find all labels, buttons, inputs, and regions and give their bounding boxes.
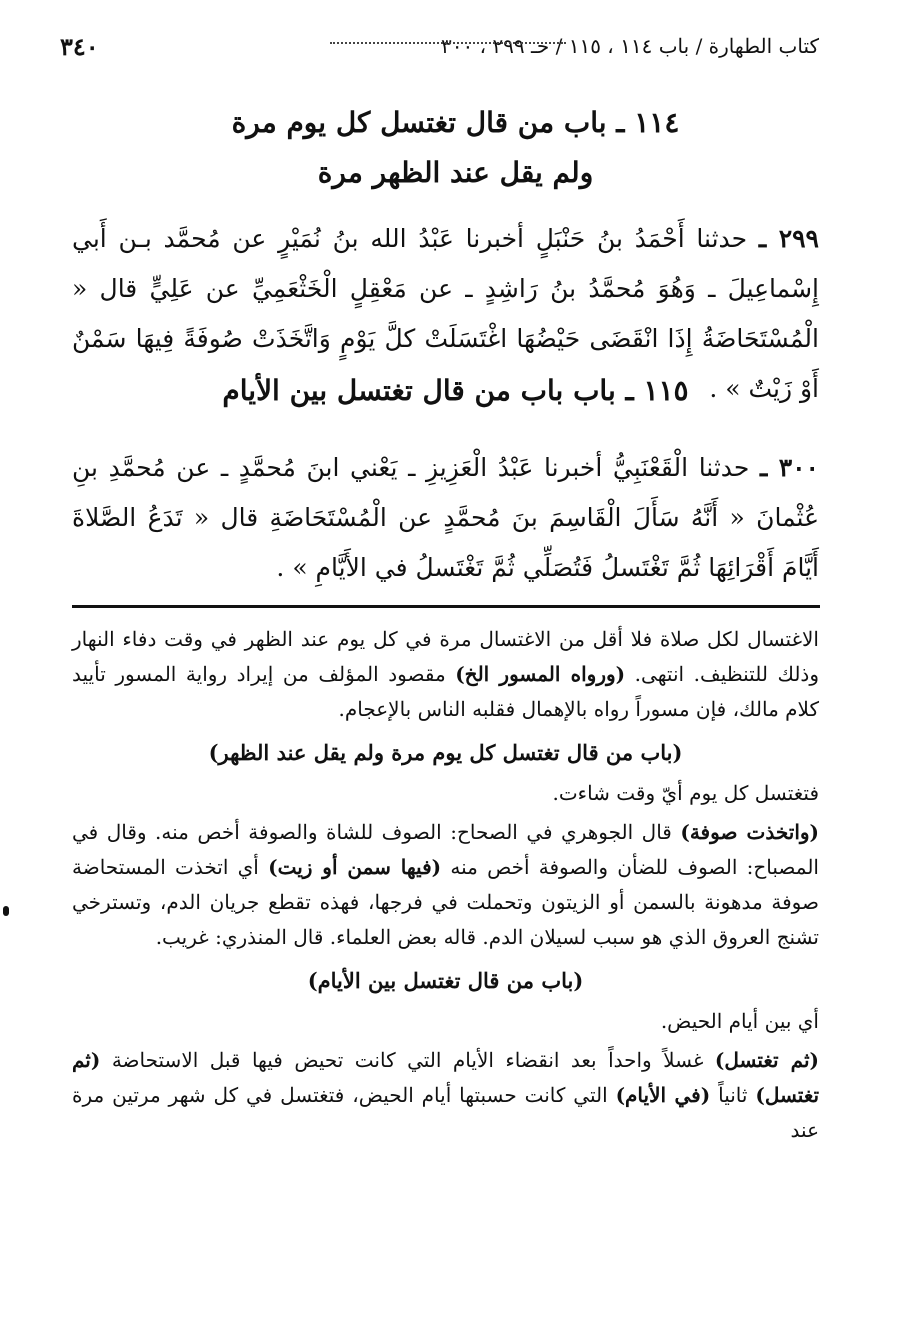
note-5-bold: (ثم تغتسل) xyxy=(714,1048,820,1072)
hadith-299-number: ٢٩٩ ـ xyxy=(758,224,819,253)
chapter-114-title-line2: ولم يقل عند الظهر مرة xyxy=(317,156,594,189)
chapter-115-title xyxy=(60,366,851,416)
note-paragraph-4: أي بين أيام الحيض. xyxy=(660,1009,819,1033)
note-1-bold: (ورواه المسور الخ) xyxy=(455,662,626,686)
chapter-115-bab: باب xyxy=(573,374,616,407)
chapter-114-number: ١١٤ ـ xyxy=(616,106,680,139)
note-5-bold-3: (في الأيام) xyxy=(615,1083,711,1107)
scan-edge-mark xyxy=(3,906,9,916)
chapter-115-title-text: باب من قال تغتسل بين الأيام xyxy=(222,374,564,407)
chapter-114-title xyxy=(60,98,851,198)
note-1-text: الاغتسال لكل صلاة فلا أقل من الاغتسال مرة في كل يوم عند الظهر في وقت دفاء النهار وذلك للتنظيف. انتهى. xyxy=(72,627,820,686)
note-5-bold-2: (ثم تغتسل) xyxy=(72,1048,820,1107)
chapter-114-line1 xyxy=(60,98,851,148)
hadith-299-text: حدثنا أَحْمَدُ بنُ حَنْبَلٍ أخبرنا عَبْدُ الله بنُ نُمَيْرٍ عن مُحمَّد بـن أَبي إِسْماعِيلَ ـ وَهُوَ مُحمَّدُ بنُ رَاشِدٍ ـ عن مَعْقِلٍ الْخَثْعَمِيِّ عن عَلِيٍّ قال « الْمُسْتَحَاضَةُ إِذَا انْقَضَى حَيْضُهَا اغْتَسَلَتْ كلَّ يَوْمٍ وَاتَّخَذَتْ صُوفَةً فِيهَا سَمْنٌ أَوْ زَيْتٌ » . xyxy=(72,224,819,403)
hadith-300-text: حدثنا الْقَعْنَبِيُّ أخبرنا عَبْدُ الْعَزِيزِ ـ يَعْني ابنَ مُحمَّدٍ ـ عن مُحمَّدِ بنِ عُثْمانَ « أَنَّهُ سَأَلَ الْقَاسِمَ بنَ مُحمَّدٍ عن الْمُسْتَحَاضَةِ قال « تَدَعُ الصَّلاةَ أَيَّامَ أَقْرَائِهَا ثُمَّ تَغْتَسلُ فَتُصَلِّي ثُمَّ تَغْتَسلُ في الأَيَّامِ » . xyxy=(72,453,819,582)
running-head-title: كتاب الطهارة / باب ١١٤ ، ١١٥ / حـ ٢٩٩ ، ٣٠٠ xyxy=(441,34,819,58)
page-number: ٣٤٠ xyxy=(60,31,99,61)
chapter-115-number: ١١٥ ـ xyxy=(625,374,689,407)
note-paragraph-3 xyxy=(72,815,819,955)
note-3-bold-2: (فيها سمن أو زيت) xyxy=(268,855,442,879)
chapter-114-bab: باب xyxy=(563,106,607,139)
note-5-rest: التي كانت حسبتها أيام الحيض، فتغتسل في كل شهر مرتين مرة عند xyxy=(72,1083,819,1142)
note-5-text: غسلاً واحداً بعد انقضاء الأيام التي كانت تحيض فيها قبل الاستحاضة xyxy=(111,1048,704,1072)
commentary xyxy=(72,622,819,1152)
note-3-rest: أي اتخذت المستحاضة صوفة مدهونة بالسمن أو الزيتون وتحملت في فرجها، فهذه تقطع جريان الدم، وتسترخي تشنج العروق الذي هو سبب لسيلان الدم. قاله بعض العلماء. قال المنذري: غريب. xyxy=(72,855,819,949)
note-5-mid: ثانياً xyxy=(718,1083,748,1107)
chapter-114-title-line1: من قال تغتسل كل يوم مرة xyxy=(231,106,555,139)
running-head-dots xyxy=(330,42,566,44)
note-3-text: قال الجوهري في الصحاح: الصوف للشاة والصوفة أخص منه. وقال في المصباح: الصوف للضأن والصوفة أخص منه xyxy=(72,820,819,879)
note-heading-2: (باب من قال تغتسل بين الأيام) xyxy=(307,968,584,993)
running-head xyxy=(60,28,819,64)
note-1-rest: مقصود المؤلف من إيراد رواية المسور تأييد كلام مالك، فإن مسوراً رواه بالإهمال فقلبه الناس بالإعجام. xyxy=(72,662,819,721)
hadith-300-number: ٣٠٠ ـ xyxy=(760,453,819,482)
footnote-separator xyxy=(72,605,820,608)
hadith-300 xyxy=(72,443,819,593)
note-paragraph-2: فتغتسل كل يوم أيّ وقت شاءت. xyxy=(552,781,819,805)
note-3-bold: (واتخذت صوفة) xyxy=(680,820,820,844)
note-heading-1: (باب من قال تغتسل كل يوم مرة ولم يقل عند الظهر) xyxy=(208,740,683,765)
note-paragraph-1 xyxy=(72,622,819,727)
note-paragraph-5 xyxy=(72,1043,819,1148)
